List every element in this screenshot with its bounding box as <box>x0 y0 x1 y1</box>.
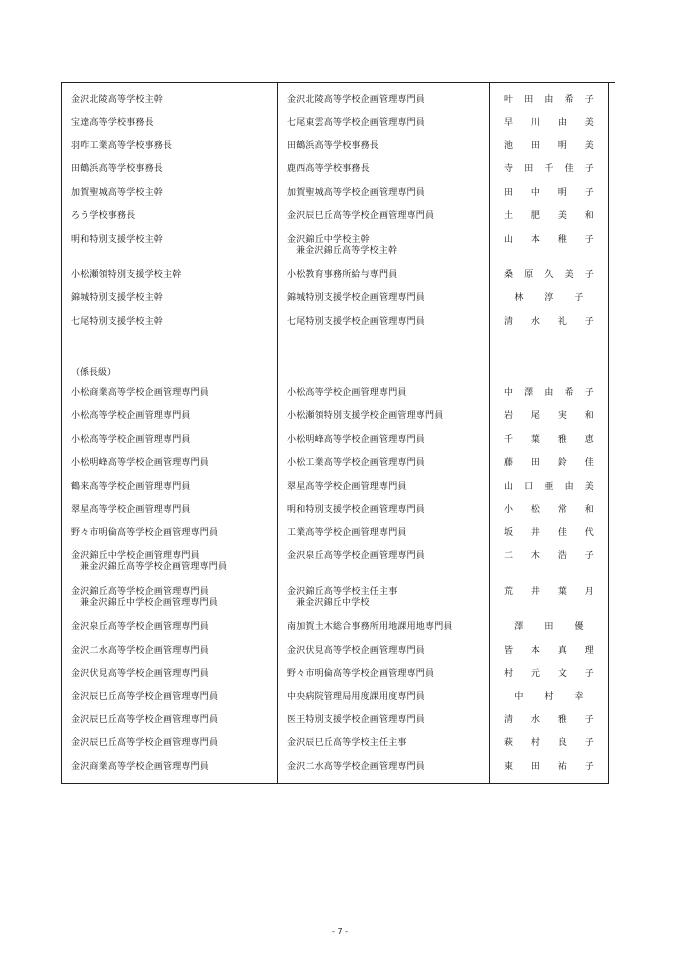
previous-position-line1: 羽咋工業高等学校事務長 <box>71 141 173 151</box>
person-name: 中 村 幸 <box>514 692 584 702</box>
previous-position-line2: 兼金沢錦丘高等学校企画管理専門員 <box>80 562 228 572</box>
new-position-line1: 明和特別支援学校企画管理専門員 <box>287 505 426 515</box>
previous-position <box>71 270 181 281</box>
previous-position <box>71 188 163 199</box>
previous-position-line1: 金沢辰巳丘高等学校企画管理専門員 <box>71 692 219 702</box>
previous-position <box>71 762 209 773</box>
previous-position <box>71 587 218 609</box>
previous-position <box>71 118 154 129</box>
person-name: 桑 原 久 美 子 <box>504 270 594 280</box>
new-position <box>287 622 453 633</box>
previous-position <box>71 293 163 304</box>
new-position-line2: 兼金沢錦丘高等学校主幹 <box>296 246 398 256</box>
new-position-line1: 小松教育事務所給与専門員 <box>287 270 398 280</box>
new-position-line1: 七尾東雲高等学校企画管理専門員 <box>287 118 426 128</box>
page-number: - 7 - <box>332 927 348 936</box>
new-position-line1: 金沢錦丘中学校主幹 <box>287 235 370 245</box>
person-name: 荒 井 葉 月 <box>504 587 594 597</box>
person-name: 皆 本 真 理 <box>504 646 594 656</box>
previous-position-line1: 金沢錦丘高等学校企画管理専門員 <box>71 587 210 597</box>
person-name: 小 松 常 和 <box>504 505 594 515</box>
new-position <box>287 188 425 199</box>
person-name: 萩 村 良 子 <box>504 738 594 748</box>
new-position-line1: 南加賀土木総合事務所用地課用地専門員 <box>287 622 453 632</box>
new-position-line1: 金沢伏見高等学校企画管理専門員 <box>287 646 426 656</box>
previous-position-line1: 金沢商業高等学校企画管理専門員 <box>71 762 210 772</box>
person-name: 池 田 明 美 <box>504 141 594 151</box>
person-name: 澤 田 優 <box>514 622 584 632</box>
new-position <box>287 551 425 562</box>
previous-position <box>71 715 218 726</box>
previous-position <box>71 482 191 493</box>
new-position <box>287 458 425 469</box>
new-position <box>287 762 425 773</box>
previous-position <box>71 692 218 703</box>
new-position-line1: 錦城特別支援学校企画管理専門員 <box>287 293 426 303</box>
person-name: 寺 田 千 佳 子 <box>504 164 594 174</box>
person-name: 村 元 文 子 <box>504 669 594 679</box>
person-name: 清 水 雅 子 <box>504 715 594 725</box>
previous-position <box>71 141 172 152</box>
new-position <box>287 95 425 106</box>
new-position <box>287 692 425 703</box>
new-position <box>287 293 425 304</box>
previous-position-line1: 加賀聖城高等学校主幹 <box>71 188 164 198</box>
previous-position-line2: 兼金沢錦丘中学校企画管理専門員 <box>80 598 219 608</box>
new-position <box>287 482 407 493</box>
previous-position-line1: 小松高等学校企画管理専門員 <box>71 411 191 421</box>
person-name: 坂 井 佳 代 <box>504 528 594 538</box>
previous-position <box>71 95 163 106</box>
new-position-line1: 七尾特別支援学校企画管理専門員 <box>287 317 426 327</box>
new-position-line1: 金沢辰巳丘高等学校企画管理専門員 <box>287 211 435 221</box>
new-position <box>287 211 434 222</box>
new-position <box>287 669 434 680</box>
new-position <box>287 738 407 749</box>
previous-position <box>71 505 191 516</box>
previous-position-line1: 明和特別支援学校主幹 <box>71 235 164 245</box>
previous-position-line1: 小松明峰高等学校企画管理専門員 <box>71 458 210 468</box>
new-position-line1: 野々市明倫高等学校企画管理専門員 <box>287 669 435 679</box>
new-position-line1: 小松高等学校企画管理専門員 <box>287 388 407 398</box>
previous-position <box>71 411 191 422</box>
person-name: 二 木 浩 子 <box>504 551 594 561</box>
person-name: 岩 尾 実 和 <box>504 411 594 421</box>
person-name: 山 本 稚 子 <box>504 235 594 245</box>
new-position <box>287 118 425 129</box>
new-position <box>287 435 425 446</box>
column-divider-1 <box>277 82 278 784</box>
previous-position <box>71 458 209 469</box>
person-name: 土 肥 美 和 <box>504 211 594 221</box>
previous-position <box>71 622 209 633</box>
previous-position-line1: 金沢北陵高等学校主幹 <box>71 95 164 105</box>
previous-position <box>71 317 163 328</box>
new-position-line1: 工業高等学校企画管理専門員 <box>287 528 407 538</box>
previous-position-line1: 野々市明倫高等学校企画管理専門員 <box>71 528 219 538</box>
new-position-line2: 兼金沢錦丘中学校 <box>296 598 370 608</box>
previous-position-line1: 金沢辰巳丘高等学校企画管理専門員 <box>71 715 219 725</box>
previous-position-line1: 金沢泉丘高等学校企画管理専門員 <box>71 622 210 632</box>
person-name: 中 澤 由 希 子 <box>504 388 594 398</box>
previous-position <box>71 528 218 539</box>
new-position-line1: 中央病院管理局用度課用度専門員 <box>287 692 426 702</box>
previous-position-line1: 田鶴浜高等学校事務長 <box>71 164 164 174</box>
previous-position <box>71 738 218 749</box>
column-divider-2 <box>489 82 490 784</box>
new-position-line1: 鹿西高等学校事務長 <box>287 164 370 174</box>
previous-position-line1: ろう学校事務長 <box>71 211 136 221</box>
new-position <box>287 646 425 657</box>
previous-position-line1: 小松高等学校企画管理専門員 <box>71 435 191 445</box>
new-position-line1: 金沢錦丘高等学校主任主事 <box>287 587 398 597</box>
new-position-line1: 田鶴浜高等学校事務長 <box>287 141 380 151</box>
new-position <box>287 715 425 726</box>
new-position-line1: 小松瀬領特別支援学校企画管理専門員 <box>287 411 444 421</box>
new-position-line1: 金沢二水高等学校企画管理専門員 <box>287 762 426 772</box>
new-position-line1: 医王特別支援学校企画管理専門員 <box>287 715 426 725</box>
new-position-line1: 翠星高等学校企画管理専門員 <box>287 482 407 492</box>
previous-position <box>71 211 135 222</box>
previous-position <box>71 164 163 175</box>
previous-position-line1: 錦城特別支援学校主幹 <box>71 293 164 303</box>
previous-position-line1: 金沢錦丘中学校企画管理専門員 <box>71 551 200 561</box>
new-position-line1: 小松工業高等学校企画管理専門員 <box>287 458 426 468</box>
previous-position-line1: 鶴来高等学校企画管理専門員 <box>71 482 191 492</box>
previous-position-line1: 小松商業高等学校企画管理専門員 <box>71 388 210 398</box>
previous-position-line1: 七尾特別支援学校主幹 <box>71 317 164 327</box>
person-name: 林 淳 子 <box>514 293 584 303</box>
person-name: 早 川 由 美 <box>504 118 594 128</box>
new-position-line1: 小松明峰高等学校企画管理専門員 <box>287 435 426 445</box>
new-position <box>287 505 425 516</box>
new-position-line1: 金沢辰巳丘高等学校主任主事 <box>287 738 407 748</box>
person-name: 藤 田 鈴 佳 <box>504 458 594 468</box>
person-name: 山 口 亜 由 美 <box>504 482 594 492</box>
person-name: 叶 田 由 希 子 <box>504 95 594 105</box>
previous-position-line1: 金沢辰巳丘高等学校企画管理専門員 <box>71 738 219 748</box>
previous-position-line1: 宝達高等学校事務長 <box>71 118 154 128</box>
new-position-line1: 金沢泉丘高等学校企画管理専門員 <box>287 551 426 561</box>
new-position-line1: 加賀聖城高等学校企画管理専門員 <box>287 188 426 198</box>
previous-position <box>71 646 209 657</box>
new-position <box>287 587 397 609</box>
previous-position-line1: 小松瀬領特別支援学校主幹 <box>71 270 182 280</box>
previous-position-line1: 翠星高等学校企画管理専門員 <box>71 505 191 515</box>
new-position <box>287 270 397 281</box>
new-position <box>287 164 370 175</box>
person-name: 清 水 礼 子 <box>504 317 594 327</box>
new-position <box>287 317 425 328</box>
new-position <box>287 141 379 152</box>
previous-position <box>71 551 227 573</box>
previous-position <box>71 388 209 399</box>
previous-position <box>71 435 191 446</box>
new-position <box>287 528 407 539</box>
previous-position <box>71 669 209 680</box>
new-position <box>287 411 443 422</box>
person-name: 田 中 明 子 <box>504 188 594 198</box>
previous-position <box>71 235 163 246</box>
new-position <box>287 388 407 399</box>
person-name: 千 葉 雅 恵 <box>504 435 594 445</box>
new-position-line1: 金沢北陵高等学校企画管理専門員 <box>287 95 426 105</box>
person-name: 東 田 祐 子 <box>504 762 594 772</box>
previous-position-line1: 金沢伏見高等学校企画管理専門員 <box>71 669 210 679</box>
section-label: （係長級） <box>71 368 117 378</box>
previous-position-line1: 金沢二水高等学校企画管理専門員 <box>71 646 210 656</box>
new-position <box>287 235 397 257</box>
